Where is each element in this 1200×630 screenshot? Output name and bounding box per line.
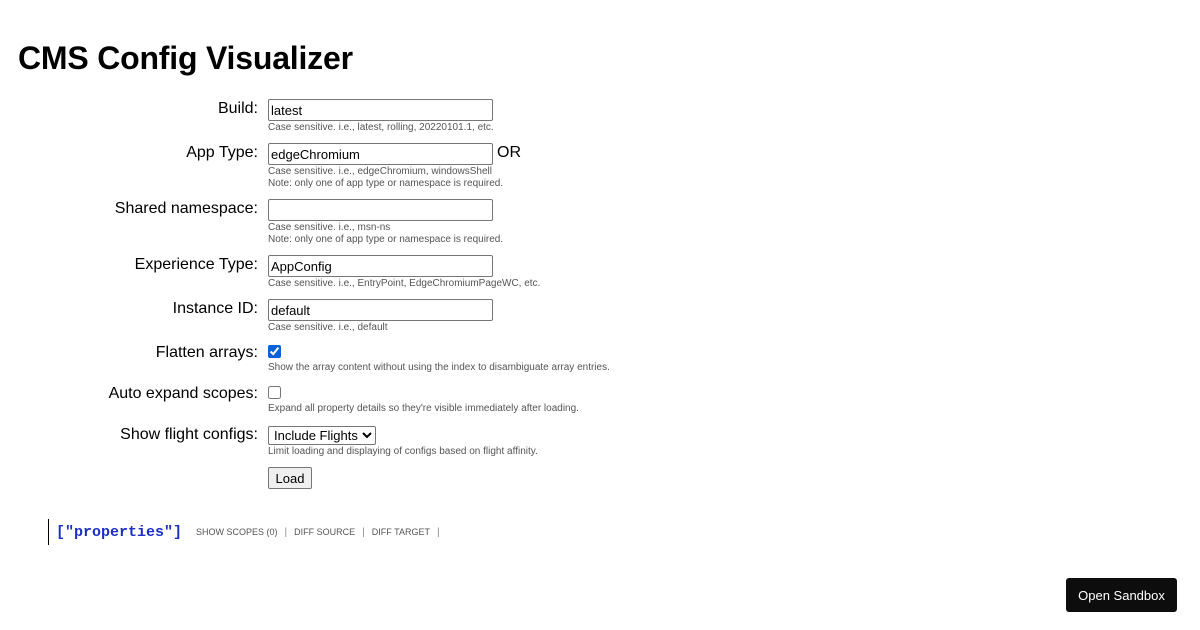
auto-expand-scopes-hint: Expand all property details so they're visible immediately after loading. — [268, 403, 579, 414]
flatten-arrays-field-group — [268, 345, 610, 374]
instance-id-field-group — [268, 299, 493, 334]
separator: | — [362, 526, 365, 538]
auto-expand-scopes-checkbox[interactable] — [268, 386, 281, 399]
show-flight-configs-hint: Limit loading and displaying of configs based on flight affinity. — [268, 446, 538, 457]
flatten-arrays-hint: Show the array content without using the index to disambiguate array entries. — [268, 362, 610, 373]
app-type-note: Note: only one of app type or namespace is required. — [268, 178, 504, 189]
diff-source-link[interactable]: DIFF SOURCE — [294, 527, 356, 537]
app-type-label: App Type: — [186, 144, 258, 161]
experience-type-hint: Case sensitive. i.e., EntryPoint, EdgeChromiumPageWC, etc. — [268, 278, 541, 289]
shared-namespace-label: Shared namespace: — [114, 200, 258, 217]
separator: | — [284, 526, 288, 538]
shared-namespace-note: Note: only one of app type or namespace is required. — [268, 234, 504, 245]
separator: | — [436, 526, 440, 538]
app-type-input[interactable] — [268, 143, 493, 165]
instance-id-label: Instance ID: — [172, 300, 258, 317]
show-flight-configs-label: Show flight configs: — [120, 426, 258, 443]
flatten-arrays-label: Flatten arrays: — [155, 344, 258, 361]
instance-id-input[interactable] — [268, 299, 493, 321]
app-type-hint: Case sensitive. i.e., edgeChromium, windowsShell — [268, 166, 492, 177]
load-button[interactable]: Load — [268, 467, 312, 489]
flatten-arrays-checkbox[interactable] — [268, 345, 281, 358]
flight-configs-select[interactable] — [268, 426, 376, 445]
diff-target-link[interactable]: DIFF TARGET — [371, 527, 430, 537]
shared-namespace-input[interactable] — [268, 199, 493, 221]
show-flight-configs-field-group — [268, 426, 538, 458]
shared-namespace-hint: Case sensitive. i.e., msn-ns — [268, 222, 391, 233]
properties-name[interactable]: ["properties"] — [56, 523, 183, 541]
show-scopes-link[interactable]: SHOW SCOPES (0) — [196, 527, 278, 537]
experience-type-field-group — [268, 255, 540, 290]
open-sandbox-button[interactable]: Open Sandbox — [1066, 578, 1177, 612]
build-field-group — [268, 99, 494, 134]
experience-type-input[interactable] — [268, 255, 493, 277]
page-title: CMS Config Visualizer — [18, 40, 353, 76]
shared-namespace-field-group — [268, 199, 503, 246]
experience-type-label: Experience Type: — [134, 256, 258, 273]
build-input[interactable] — [268, 99, 493, 121]
auto-expand-scopes-label: Auto expand scopes: — [108, 385, 258, 402]
app-type-field-group — [268, 143, 521, 190]
properties-bar — [48, 519, 447, 545]
auto-expand-scopes-field-group — [268, 386, 579, 415]
or-text: OR — [497, 144, 521, 161]
build-hint: Case sensitive. i.e., latest, rolling, 20220101.1, etc. — [268, 122, 494, 133]
build-label: Build: — [217, 100, 258, 117]
instance-id-hint: Case sensitive. i.e., default — [268, 322, 388, 333]
load-button-container — [268, 467, 312, 489]
